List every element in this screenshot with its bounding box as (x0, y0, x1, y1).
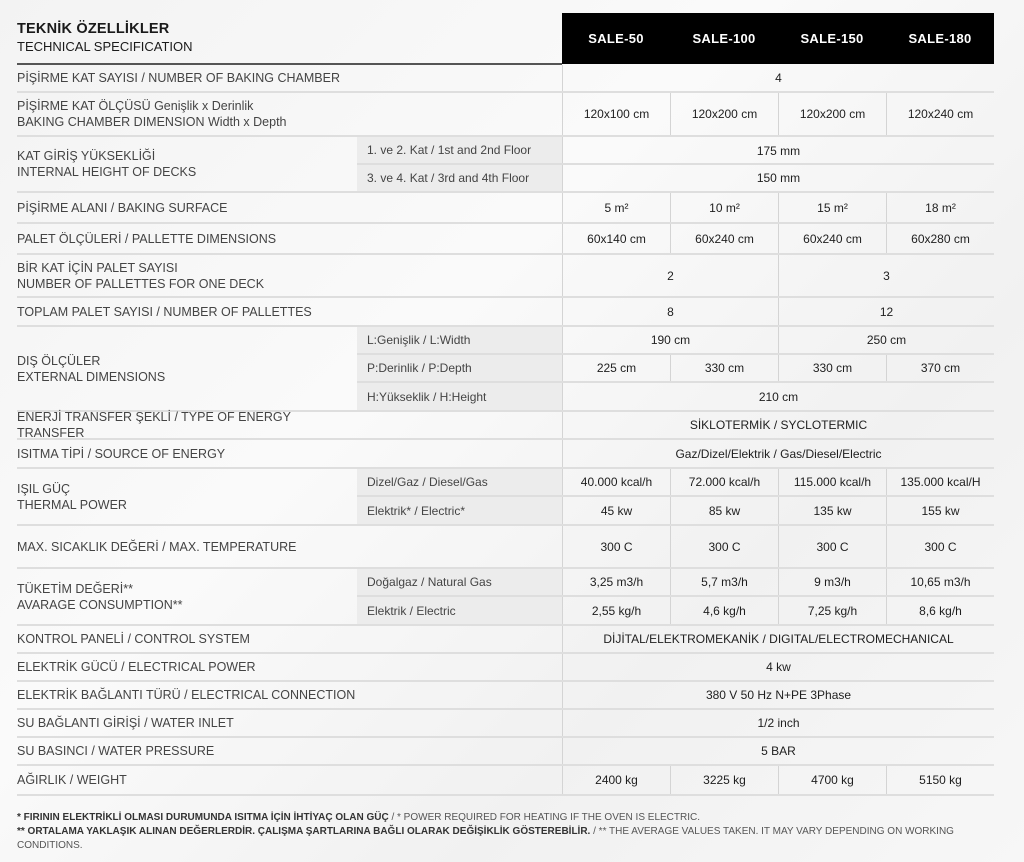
row-label (17, 65, 357, 91)
row-electrical-power (17, 654, 994, 682)
label-en: EXTERNAL DIMENSIONS (17, 369, 166, 384)
value-cell: 9 m3/h (778, 569, 886, 595)
label-tr: PİŞİRME KAT ÖLÇÜSÜ Genişlik x Derinlik (17, 99, 254, 113)
value-cell: 4 kw (562, 654, 994, 680)
value-cell: 3 (778, 255, 994, 296)
value-cell: 15 m² (778, 193, 886, 222)
value-cell: Gaz/Dizel/Elektrik / Gas/Diesel/Electric (562, 440, 994, 467)
value-cell: 300 C (670, 526, 778, 567)
spec-title (17, 20, 193, 55)
value-cell: 4,6 kg/h (670, 597, 778, 624)
footnote-2 (17, 825, 1007, 853)
sub-label-width: L:Genişlik / L:Width (357, 327, 562, 355)
value-cell: 5 m² (562, 193, 670, 222)
value-cell: 300 C (562, 526, 670, 567)
row-label (17, 327, 357, 410)
value-cell: 5150 kg (886, 766, 994, 794)
value-cell: 175 mm (562, 137, 994, 165)
row-control-system (17, 626, 994, 654)
value-cell: 135.000 kcal/H (886, 469, 994, 495)
label-en: NUMBER OF PALLETTES FOR ONE DECK (17, 276, 265, 291)
value-cell: 60x240 cm (670, 224, 778, 253)
label-text: TOPLAM PALET SAYISI / NUMBER OF PALLETTES (17, 304, 312, 319)
label-text: PİŞİRME KAT SAYISI / NUMBER OF BAKING CHAMBER (17, 71, 340, 85)
footnote-2-en: / ** THE AVERAGE VALUES TAKEN. IT MAY VARY DEPENDING ON WORKING CONDITIONS. (17, 826, 954, 851)
value-cell: 2400 kg (562, 766, 670, 794)
label-tr: TÜKETİM DEĞERİ** (17, 581, 133, 596)
row-average-consumption (17, 569, 994, 626)
value-cell: 135 kw (778, 497, 886, 524)
row-label (17, 255, 357, 296)
label-en: THERMAL POWER (17, 497, 127, 512)
label-tr: DIŞ ÖLÇÜLER (17, 353, 101, 368)
row-electrical-connection (17, 682, 994, 710)
row-label (17, 469, 357, 524)
value-cell: 380 V 50 Hz N+PE 3Phase (562, 682, 994, 708)
row-deck-height (17, 137, 994, 193)
value-cell: 3,25 m3/h (562, 569, 670, 595)
row-baking-surface (17, 193, 994, 224)
row-label (17, 766, 357, 794)
row-label (17, 738, 357, 764)
value-cell: 40.000 kcal/h (562, 469, 670, 495)
sub-label-depth: P:Derinlik / P:Depth (357, 355, 562, 383)
row-label (17, 224, 357, 253)
sub-label-floor-3-4: 3. ve 4. Kat / 3rd and 4th Floor (357, 165, 562, 191)
title-turkish: TEKNİK ÖZELLİKLER (17, 21, 170, 37)
value-cell: 300 C (886, 526, 994, 567)
label-text: ENERJİ TRANSFER ŞEKLİ / TYPE OF ENERGY TRANSFER (17, 410, 291, 440)
value-cell: 225 cm (562, 355, 670, 381)
row-external-dimensions (17, 327, 994, 412)
row-total-pallets (17, 298, 994, 327)
value-cell: 10,65 m3/h (886, 569, 994, 595)
value-cell: 10 m² (670, 193, 778, 222)
value-cell: 115.000 kcal/h (778, 469, 886, 495)
sub-label-floor-1-2: 1. ve 2. Kat / 1st and 2nd Floor (357, 137, 562, 165)
footnote-1-tr: * FIRININ ELEKTRİKLİ OLMASI DURUMUNDA ISITMA İÇİN İHTİYAÇ OLAN GÜÇ (17, 812, 389, 823)
row-energy-transfer (17, 412, 994, 440)
label-tr: BİR KAT İÇİN PALET SAYISI (17, 260, 178, 275)
footnote-1-en: / * POWER REQUIRED FOR HEATING IF THE OVEN IS ELECTRIC. (388, 812, 701, 823)
value-cell: 2,55 kg/h (562, 597, 670, 624)
value-cell: 18 m² (886, 193, 994, 222)
row-label (17, 682, 357, 708)
label-text: MAX. SICAKLIK DEĞERİ / MAX. TEMPERATURE (17, 539, 297, 554)
value-cell: 190 cm (562, 327, 778, 353)
value-cell: 370 cm (886, 355, 994, 381)
value-cell: 5,7 m3/h (670, 569, 778, 595)
label-text: SU BASINCI / WATER PRESSURE (17, 744, 215, 758)
value-cell: 5 BAR (562, 738, 994, 764)
label-text: SU BAĞLANTI GİRİŞİ / WATER INLET (17, 716, 234, 730)
row-pallet-dimensions (17, 224, 994, 255)
row-label (17, 626, 357, 652)
value-cell: 330 cm (778, 355, 886, 381)
row-label (17, 569, 357, 624)
value-cell: 45 kw (562, 497, 670, 524)
value-cell: 12 (778, 298, 994, 325)
footnotes (17, 811, 1007, 853)
value-cell: 60x280 cm (886, 224, 994, 253)
model-sale-180: SALE-180 (908, 31, 972, 46)
value-cell: 300 C (778, 526, 886, 567)
row-label (17, 93, 357, 135)
row-weight (17, 766, 994, 796)
row-baking-chambers (17, 65, 994, 93)
row-label (17, 710, 357, 736)
row-label (17, 526, 357, 567)
row-label (17, 440, 357, 467)
row-label (17, 193, 357, 222)
value-cell: 4 (562, 65, 994, 91)
row-water-inlet (17, 710, 994, 738)
sub-label-height: H:Yükseklik / H:Height (357, 383, 562, 410)
value-cell: 155 kw (886, 497, 994, 524)
footnote-1 (17, 811, 1007, 825)
row-label (17, 654, 357, 680)
label-text: PALET ÖLÇÜLERİ / PALLETTE DIMENSIONS (17, 231, 277, 246)
value-cell: 60x140 cm (562, 224, 670, 253)
value-cell: 85 kw (670, 497, 778, 524)
sub-label-diesel-gas: Dizel/Gaz / Diesel/Gas (357, 469, 562, 497)
value-cell: SİKLOTERMİK / SYCLOTERMIC (562, 412, 994, 438)
row-label (17, 412, 357, 438)
value-cell: 4700 kg (778, 766, 886, 794)
label-tr: KAT GİRİŞ YÜKSEKLİĞİ (17, 149, 156, 163)
sub-label-electric: Elektrik / Electric (357, 597, 562, 624)
value-cell: 330 cm (670, 355, 778, 381)
model-sale-50: SALE-50 (588, 31, 644, 46)
value-cell: 120x240 cm (886, 93, 994, 135)
value-cell: 120x100 cm (562, 93, 670, 135)
title-english: TECHNICAL SPECIFICATION (17, 39, 193, 54)
label-en: INTERNAL HEIGHT OF DECKS (17, 165, 197, 179)
model-sale-100: SALE-100 (692, 31, 756, 46)
label-en: AVARAGE CONSUMPTION** (17, 597, 183, 612)
value-cell: 210 cm (562, 383, 994, 410)
sub-label-natural-gas: Doğalgaz / Natural Gas (357, 569, 562, 597)
row-chamber-dimension (17, 93, 994, 137)
row-thermal-power (17, 469, 994, 526)
row-label (17, 137, 357, 191)
label-text: ELEKTRİK GÜCÜ / ELECTRICAL POWER (17, 660, 256, 674)
value-cell: 60x240 cm (778, 224, 886, 253)
label-tr: IŞIL GÜÇ (17, 481, 71, 496)
value-cell: 72.000 kcal/h (670, 469, 778, 495)
value-cell: DİJİTAL/ELEKTROMEKANİK / DIGITAL/ELECTROMECHANICAL (562, 626, 994, 652)
row-max-temperature (17, 526, 994, 569)
value-cell: 2 (562, 255, 778, 296)
value-cell: 8 (562, 298, 778, 325)
label-text: PİŞİRME ALANI / BAKING SURFACE (17, 200, 228, 215)
value-cell: 8,6 kg/h (886, 597, 994, 624)
value-cell: 120x200 cm (670, 93, 778, 135)
row-label (17, 298, 357, 325)
label-en: BAKING CHAMBER DIMENSION Width x Depth (17, 115, 287, 129)
label-text: KONTROL PANELİ / CONTROL SYSTEM (17, 632, 250, 646)
label-text: AĞIRLIK / WEIGHT (17, 773, 127, 787)
value-cell: 150 mm (562, 165, 994, 191)
value-cell: 120x200 cm (778, 93, 886, 135)
label-text: ELEKTRİK BAĞLANTI TÜRÜ / ELECTRICAL CONNECTION (17, 688, 356, 702)
label-text: ISITMA TİPİ / SOURCE OF ENERGY (17, 446, 226, 461)
row-pallets-per-deck (17, 255, 994, 298)
value-cell: 7,25 kg/h (778, 597, 886, 624)
value-cell: 1/2 inch (562, 710, 994, 736)
value-cell: 250 cm (778, 327, 994, 353)
footnote-2-tr: ** ORTALAMA YAKLAŞIK ALINAN DEĞERLERDİR. ÇALIŞMA ŞARTLARINA BAĞLI OLARAK DEĞİŞİKLİK GÖSTEREBİLİR. (17, 826, 591, 837)
row-energy-source (17, 440, 994, 469)
value-cell: 3225 kg (670, 766, 778, 794)
row-water-pressure (17, 738, 994, 766)
model-sale-150: SALE-150 (800, 31, 864, 46)
sub-label-electric: Elektrik* / Electric* (357, 497, 562, 524)
model-header (562, 13, 994, 64)
